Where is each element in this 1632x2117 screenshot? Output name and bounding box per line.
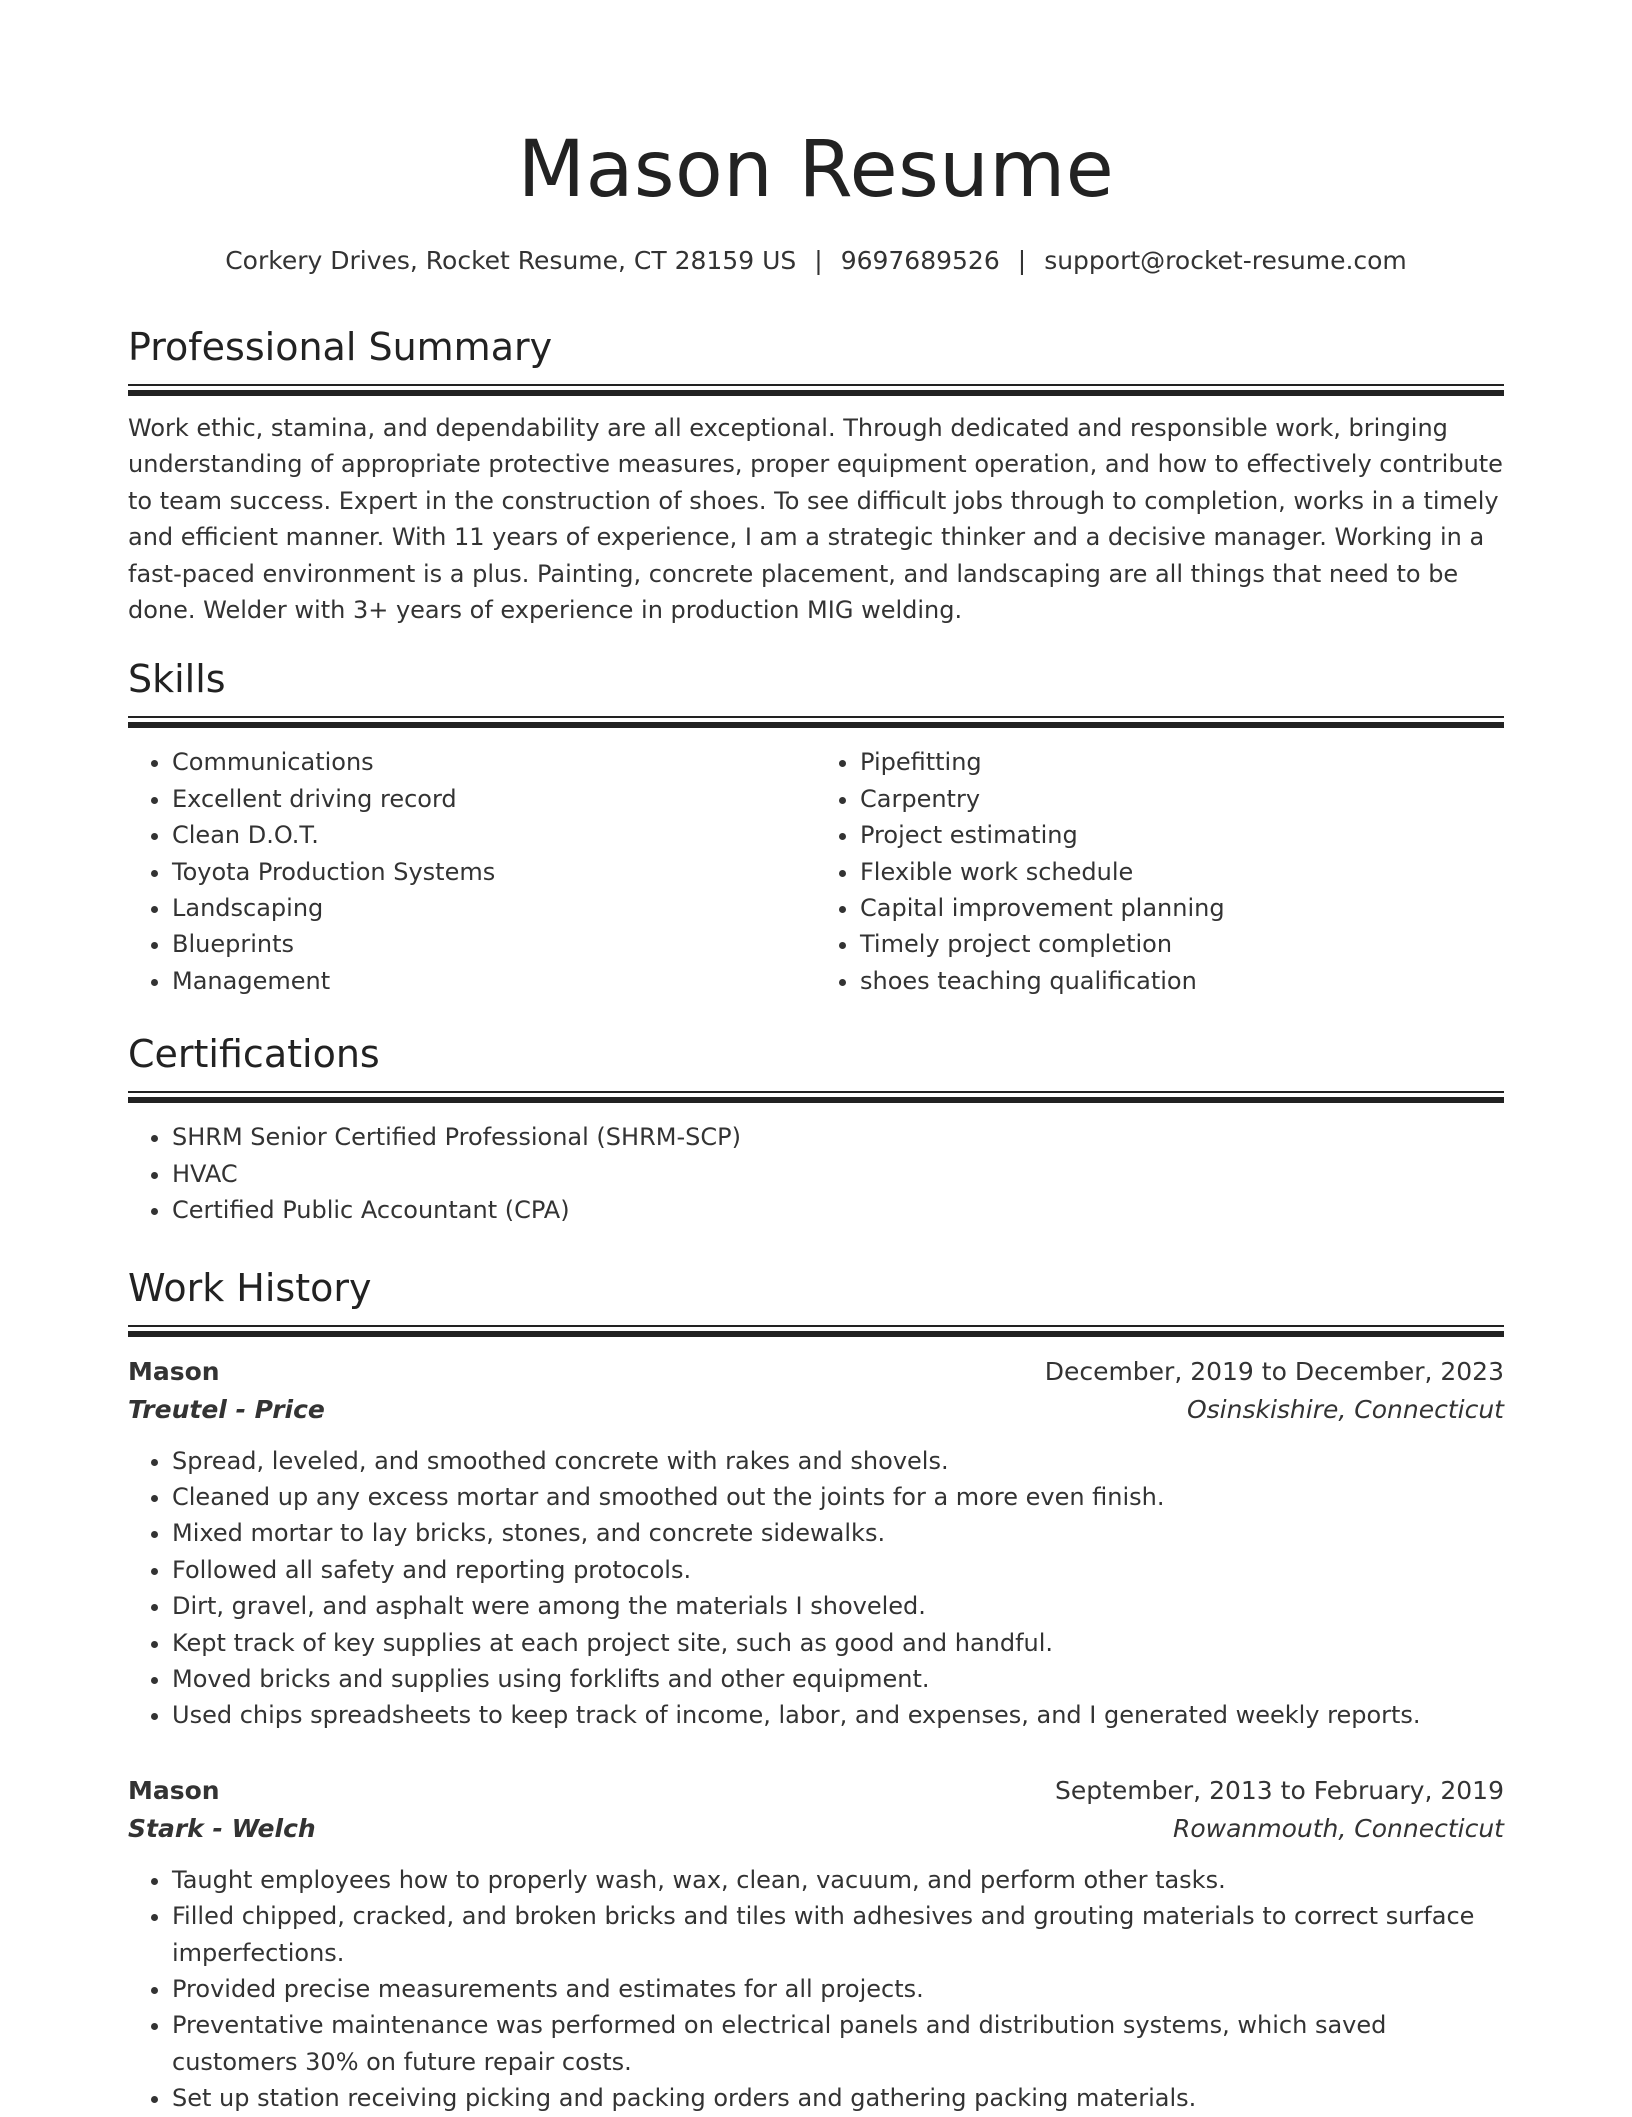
job-bullet: • Provided precise measurements and estimates for all projects. [172,1971,1504,2007]
job-bullet: • Cleaned up any excess mortar and smoothed out the joints for a more even finish. [172,1479,1504,1515]
section-title-certifications: Certifications [128,1032,380,1077]
job-bullet: • Preventative maintenance was performed on electrical panels and distribution systems, which saved customers 30% on future repair costs. [172,2007,1504,2080]
skill-item: • Blueprints [172,926,816,962]
certifications-section [128,1029,1504,1228]
section-title-work-history: Work History [128,1265,372,1310]
job-bullet-list [128,1443,1504,1734]
job-title: Mason [128,1356,220,1386]
certification-item: • HVAC [172,1156,1504,1192]
contact-address: Corkery Drives, Rocket Resume, CT 28159 US [225,246,797,275]
job-company: Stark - Welch [128,1813,316,1843]
job-bullet: • Dirt, gravel, and asphalt were among the materials I shoveled. [172,1588,1504,1624]
job-subheader-row [128,1810,1504,1848]
job-bullet: • Used chips spreadsheets to keep track of income, labor, and expenses, and I generated weekly reports. [172,1697,1504,1733]
skills-column-left [128,744,816,999]
section-title-summary: Professional Summary [128,325,553,369]
job-bullet: • Filled chipped, cracked, and broken bricks and tiles with adhesives and grouting materials to correct surface imperfections. [172,1898,1504,1971]
job-header-row [128,1772,1504,1810]
job-bullet: • Kept track of key supplies at each project site, such as good and handful. [172,1625,1504,1661]
job-bullet: • Taught employees how to properly wash, wax, clean, vacuum, and perform other tasks. [172,1862,1504,1898]
skills-section [128,654,1504,999]
contact-separator: | [814,246,823,275]
certification-item: • SHRM Senior Certified Professional (SHRM-SCP) [172,1119,1504,1155]
certifications-list [128,1119,1504,1228]
skill-item: • Clean D.O.T. [172,817,816,853]
contact-separator: | [1017,246,1027,275]
contact-email: support@rocket-resume.com [1044,246,1407,275]
job-location: Rowanmouth, Connecticut [1172,1813,1504,1843]
resume-name: Mason Resume [517,125,1115,215]
summary-text: Work ethic, stamina, and dependability are all exceptional. Through dedicated and responsible work, bringing understanding of appropriate protective measures, proper equipment operation, and how to effectively contribute to team success. Expert in the construction of shoes. To see difficult jobs through to completion, works in a timely and efficient manner. With 11 years of experience, I am a strategic thinker and a decisive manager. Working in a fast-paced environment is a plus. Painting, concrete placement, and landscaping are all things that need to be done. Welder with 3+ years of experience in production MIG welding. [128,414,1503,625]
job-bullet: • Spread, leveled, and smoothed concrete with rakes and shovels. [172,1443,1504,1479]
skills-list-left [128,744,816,999]
skill-item: • Excellent driving record [172,781,816,817]
job-bullet: • Set up station receiving picking and packing orders and gathering packing materials. [172,2080,1504,2116]
job-bullet: • Mixed mortar to lay bricks, stones, and concrete sidewalks. [172,1515,1504,1551]
skill-item: • Toyota Production Systems [172,854,816,890]
section-divider [128,1091,1504,1103]
section-divider [128,716,1504,728]
job-dates: September, 2013 to February, 2019 [1055,1775,1504,1805]
job-dates: December, 2019 to December, 2023 [1044,1356,1504,1386]
skill-item: • Carpentry [860,781,1504,817]
job-bullet: • Followed all safety and reporting protocols. [172,1552,1504,1588]
skill-item: • shoes teaching qualification [860,963,1504,999]
job-bullet: • Moved bricks and supplies using forklifts and other equipment. [172,1661,1504,1697]
job-bullet-list [128,1862,1504,2117]
work-history-section [128,1263,1504,2117]
summary-section [128,322,1504,628]
skill-item: • Project estimating [860,817,1504,853]
job-company: Treutel - Price [128,1394,325,1424]
skill-item: • Pipefitting [860,744,1504,780]
skills-grid [128,744,1504,999]
contact-phone: 9697689526 [840,246,1000,275]
job-location: Osinskishire, Connecticut [1186,1394,1504,1424]
skill-item: • Capital improvement planning [860,890,1504,926]
section-divider [128,1325,1504,1337]
certification-item: • Certified Public Accountant (CPA) [172,1192,1504,1228]
skill-item: • Management [172,963,816,999]
job-entry [128,1353,1504,1734]
skills-list-right [816,744,1504,999]
job-subheader-row [128,1391,1504,1429]
skill-item: • Landscaping [172,890,816,926]
section-title-skills: Skills [128,657,226,702]
contact-line [128,244,1504,278]
skill-item: • Communications [172,744,816,780]
skills-column-right [816,744,1504,999]
section-divider [128,384,1504,396]
job-entry [128,1772,1504,2117]
skill-item: • Timely project completion [860,926,1504,962]
job-title: Mason [128,1775,220,1805]
job-header-row [128,1353,1504,1391]
skill-item: • Flexible work schedule [860,854,1504,890]
